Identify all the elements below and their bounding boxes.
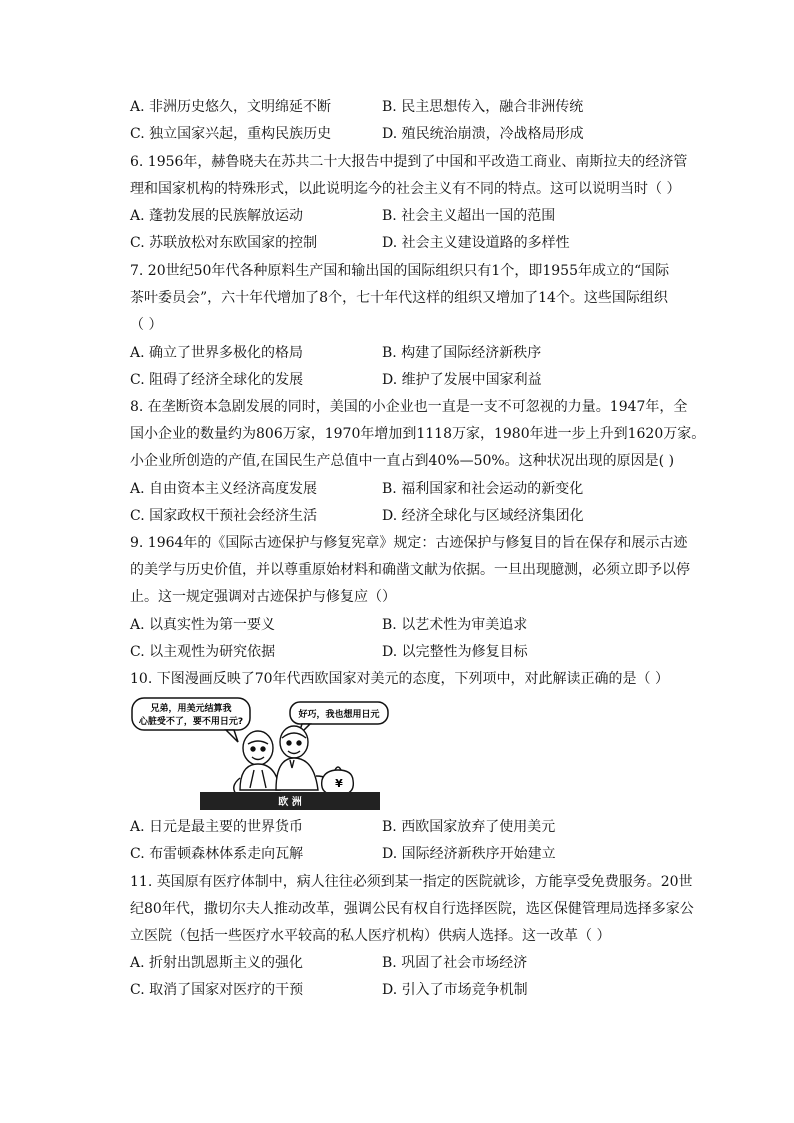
q8-option-d[interactable]: D. 经济全球化与区域经济集团化 bbox=[382, 508, 584, 524]
q7-option-a[interactable]: A. 确立了世界多极化的格局 bbox=[130, 345, 304, 361]
q7-stem-line-3: （ ） bbox=[130, 317, 163, 333]
q8-options-row-2 bbox=[130, 505, 690, 529]
money-bag-icon bbox=[322, 767, 354, 794]
q7-stem-line-1: 7. 20世纪50年代各种原料生产国和输出国的国际组织只有1个，即1955年成立的“国际 bbox=[130, 263, 670, 279]
q8-option-b[interactable]: B. 福利国家和社会运动的新变化 bbox=[382, 481, 584, 497]
q11-options-row-2 bbox=[130, 979, 690, 1003]
q11-stem-line-2: 纪80年代，撒切尔夫人推动改革，强调公民有权自行选择医院，选区保健管理局选择多家公 bbox=[130, 901, 694, 917]
q7-option-d[interactable]: D. 维护了发展中国家利益 bbox=[382, 372, 542, 388]
q9-stem-line-2: 的美学与历史价值，并以尊重原始材料和确凿文献为依据。一旦出现臆测，必须立即予以停 bbox=[130, 562, 690, 578]
q5-option-d[interactable]: D. 殖民统治崩溃，冷战格局形成 bbox=[382, 126, 584, 142]
q6-options-row-2 bbox=[130, 232, 690, 256]
money-bag-symbol: ¥ bbox=[335, 777, 343, 790]
q11-stem-line-3: 立医院（包括一些医疗水平较高的私人医疗机构）供病人选择。这一改革（ ） bbox=[130, 928, 611, 944]
q5-option-b[interactable]: B. 民主思想传入，融合非洲传统 bbox=[382, 99, 584, 115]
q8-stem-line-3: 小企业所创造的产值,在国民生产总值中一直占到40%—50%。这种状况出现的原因是( ) bbox=[130, 453, 675, 469]
q10-options-row-1 bbox=[130, 816, 690, 840]
q6-stem-line-1: 6. 1956年，赫鲁晓夫在苏共二十大报告中提到了中国和平改造工商业、南斯拉夫的经济管 bbox=[130, 154, 688, 170]
q9-stem-line-1: 9. 1964年的《国际古迹保护与修复宪章》规定：古迹保护与修复目的旨在保存和展示古迹 bbox=[130, 535, 688, 551]
cartoon-base-label: 欧 洲 bbox=[278, 797, 302, 808]
q7-options-row-2 bbox=[130, 369, 690, 393]
q9-stem-line-3: 止。这一规定强调对古迹保护与修复应（） bbox=[130, 589, 396, 605]
q6-option-d[interactable]: D. 社会主义建设道路的多样性 bbox=[382, 235, 570, 251]
q10-cartoon bbox=[130, 694, 390, 812]
bubble-left-text-1: 兄弟，用美元结算我 bbox=[150, 704, 232, 714]
q5-option-c[interactable]: C. 独立国家兴起，重构民族历史 bbox=[130, 126, 332, 142]
q8-option-a[interactable]: A. 自由资本主义经济高度发展 bbox=[130, 481, 318, 497]
q9-option-d[interactable]: D. 以完整性为修复目标 bbox=[382, 644, 528, 660]
q5-options-row-2 bbox=[130, 123, 690, 147]
q10-options-row-2 bbox=[130, 843, 690, 867]
q10-stem-line-1: 10. 下图漫画反映了70年代西欧国家对美元的态度，下列项中，对此解读正确的是（ ） bbox=[130, 671, 669, 687]
q9-options-row-1 bbox=[130, 614, 690, 638]
q7-stem-line-2: 茶叶委员会”，六十年代增加了8个，七十年代这样的组织又增加了14个。这些国际组织 bbox=[130, 290, 668, 306]
q5-options-row-1 bbox=[130, 96, 690, 120]
q8-stem-line-1: 8. 在垄断资本急剧发展的同时，美国的小企业也一直是一支不可忽视的力量。1947年，全 bbox=[130, 399, 688, 415]
q5-option-a[interactable]: A. 非洲历史悠久，文明绵延不断 bbox=[130, 99, 332, 115]
q6-option-b[interactable]: B. 社会主义超出一国的范围 bbox=[382, 208, 556, 224]
q9-option-c[interactable]: C. 以主观性为研究依据 bbox=[130, 644, 276, 660]
q11-option-b[interactable]: B. 巩固了社会市场经济 bbox=[382, 955, 528, 971]
cartoon-illustration bbox=[130, 694, 390, 812]
q9-options-row-2 bbox=[130, 641, 690, 665]
cartoon-figure-left bbox=[234, 731, 280, 794]
q11-option-d[interactable]: D. 引入了市场竞争机制 bbox=[382, 982, 528, 998]
bubble-left-text-2: 心脏受不了，要不用日元? bbox=[138, 717, 244, 727]
q11-option-a[interactable]: A. 折射出凯恩斯主义的强化 bbox=[130, 955, 304, 971]
q6-option-a[interactable]: A. 蓬勃发展的民族解放运动 bbox=[130, 208, 304, 224]
q10-option-a[interactable]: A. 日元是最主要的世界货币 bbox=[130, 819, 304, 835]
q8-option-c[interactable]: C. 国家政权干预社会经济生活 bbox=[130, 508, 318, 524]
q11-stem-line-1: 11. 英国原有医疗体制中，病人往往必须到某一指定的医院就诊，方能享受免费服务。20世 bbox=[130, 874, 693, 890]
q8-stem-line-2: 国小企业的数量约为806万家，1970年增加到1118万家，1980年进一步上升到1620万家。 bbox=[130, 426, 706, 442]
q9-option-a[interactable]: A. 以真实性为第一要义 bbox=[130, 617, 276, 633]
q6-stem-line-2: 理和国家机构的特殊形式，以此说明迄今的社会主义有不同的特点。这可以说明当时（ ） bbox=[130, 181, 681, 197]
q6-option-c[interactable]: C. 苏联放松对东欧国家的控制 bbox=[130, 235, 318, 251]
q11-option-c[interactable]: C. 取消了国家对医疗的干预 bbox=[130, 982, 304, 998]
q7-option-b[interactable]: B. 构建了国际经济新秩序 bbox=[382, 345, 542, 361]
q10-option-b[interactable]: B. 西欧国家放弃了使用美元 bbox=[382, 819, 556, 835]
bubble-right-text: 好巧，我也想用日元 bbox=[298, 710, 380, 720]
q11-options-row-1 bbox=[130, 952, 690, 976]
q10-option-d[interactable]: D. 国际经济新秩序开始建立 bbox=[382, 846, 556, 862]
q7-option-c[interactable]: C. 阻碍了经济全球化的发展 bbox=[130, 372, 304, 388]
speech-bubble-left-tail bbox=[226, 730, 238, 742]
q9-option-b[interactable]: B. 以艺术性为审美追求 bbox=[382, 617, 528, 633]
q6-options-row-1 bbox=[130, 205, 690, 229]
q10-option-c[interactable]: C. 布雷顿森林体系走向瓦解 bbox=[130, 846, 304, 862]
q7-options-row-1 bbox=[130, 342, 690, 366]
q8-options-row-1 bbox=[130, 478, 690, 502]
